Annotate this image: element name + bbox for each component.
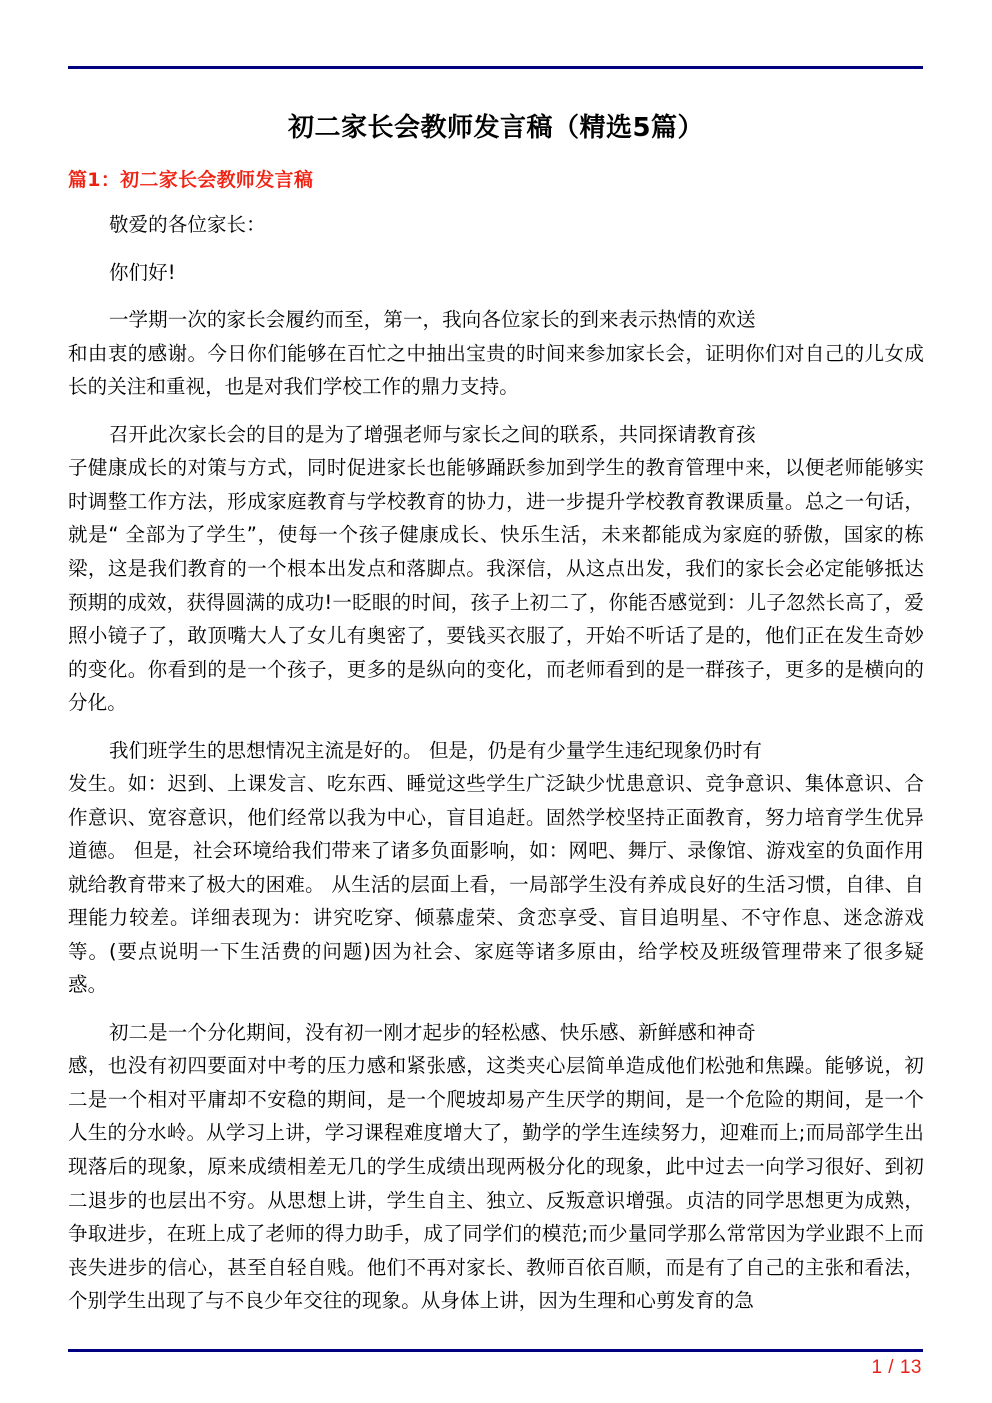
paragraph-line: 你们好!	[108, 260, 176, 284]
page-title: 初二家长会教师发言稿（精选5篇）	[287, 113, 705, 143]
paragraph-line: 我们班学生的思想情况主流是好的。 但是，仍是有少量学生违纪现象仍时有	[108, 738, 763, 762]
paragraph-line: 一学期一次的家长会履约而至，第一，我向各位家长的到来表示热情的欢送	[108, 308, 756, 332]
paragraph-welcome	[68, 303, 924, 404]
paragraph-line: 敬爱的各位家长：	[108, 213, 266, 237]
paragraph-greeting	[68, 256, 924, 290]
paragraph-body: 子健康成长的对策与方式，同时促进家长也能够踊跃参加到学生的教育管理中来，以便老师能够实时调整工作方法，形成家庭教育与学校教育的协力，进一步提升学校教育教课质量。总之一句话，就是“ 全部为了学生”，使每一个孩子健康成长、快乐生活，未来都能成为家庭的骄傲，国家的栋梁，这是我们教育的一个根本出发点和落脚点。我深信，从这点出发，我们的家长会必定能够抵达预期的成效，获得圆满的成功!一眨眼的时间，孩子上初二了，你能否感觉到：儿子忽然长高了，爱照小镜子了，敢顶嘴大人了女儿有奥密了，要钱买衣服了，开始不听话了是的，他们正在发生奇妙的变化。你看到的是一个孩子，更多的是纵向的变化，而老师看到的是一群孩子，更多的是横向的分化。	[68, 456, 924, 715]
paragraph-line: 召开此次家长会的目的是为了增强老师与家长之间的联系，共同探请教育孩	[108, 422, 756, 446]
paragraph-thought-situation	[68, 734, 924, 1002]
paragraph-grade-eight-split	[68, 1016, 924, 1318]
paragraph-body: 感，也没有初四要面对中考的压力感和紧张感，这类夹心层简单造成他们松弛和焦躁。能够说，初二是一个相对平庸却不安稳的期间，是一个爬坡却易产生厌学的期间，是一个危险的期间，是一个人生的分水岭。从学习上讲，学习课程难度增大了，勤学的学生连续努力，迎难而上;而局部学生出现落后的现象，原来成绩相差无几的学生成绩出现两极分化的现象，此中过去一向学习很好、到初二退步的也层出不穷。从思想上讲，学生自主、独立、反叛意识增强。贞洁的同学思想更为成熟，争取进步，在班上成了老师的得力助手，成了同学们的模范;而少量同学那么常常因为学业跟不上而丧失进步的信心，甚至自轻自贱。他们不再对家长、教师百依百顺，而是有了自己的主张和看法，个别学生出现了与不良少年交往的现象。从身体上讲，因为生理和心剪发育的急	[68, 1054, 924, 1313]
paragraph-line: 初二是一个分化期间，没有初一刚才起步的轻松感、快乐感、新鲜感和神奇	[108, 1020, 756, 1044]
section-heading: 篇1：初二家长会教师发言稿	[68, 168, 314, 191]
document-content	[68, 110, 924, 1318]
header-rule-divider	[68, 66, 923, 69]
page-number: 1 / 13	[871, 1357, 922, 1378]
paragraph-body: 和由衷的感谢。今日你们能够在百忙之中抽出宝贵的时间来参加家长会，证明你们对自己的儿女成长的关注和重视，也是对我们学校工作的鼎力支持。	[68, 341, 924, 399]
paragraph-salutation	[68, 208, 924, 242]
paragraph-body: 发生。如：迟到、上课发言、吃东西、睡觉这些学生广泛缺少忧患意识、竞争意识、集体意识、合作意识、宽容意识，他们经常以我为中心，盲目追赶。固然学校坚持正面教育，努力培育学生优异道德。 但是，社会环境给我们带来了诸多负面影响，如：网吧、舞厅、录像馆、游戏室的负面作用就给教育带来了极大的困难。 从生活的层面上看，一局部学生没有养成良好的生活习惯，自律、自理能力较差。详细表现为：讲究吃穿、倾慕虚荣、贪恋享受、盲目追明星、不守作息、迷念游戏等。(要点说明一下生活费的问题)因为社会、家庭等诸多原由，给学校及班级管理带来了很多疑惑。	[68, 772, 924, 997]
footer-rule-divider	[68, 1349, 923, 1352]
paragraph-purpose	[68, 418, 924, 720]
